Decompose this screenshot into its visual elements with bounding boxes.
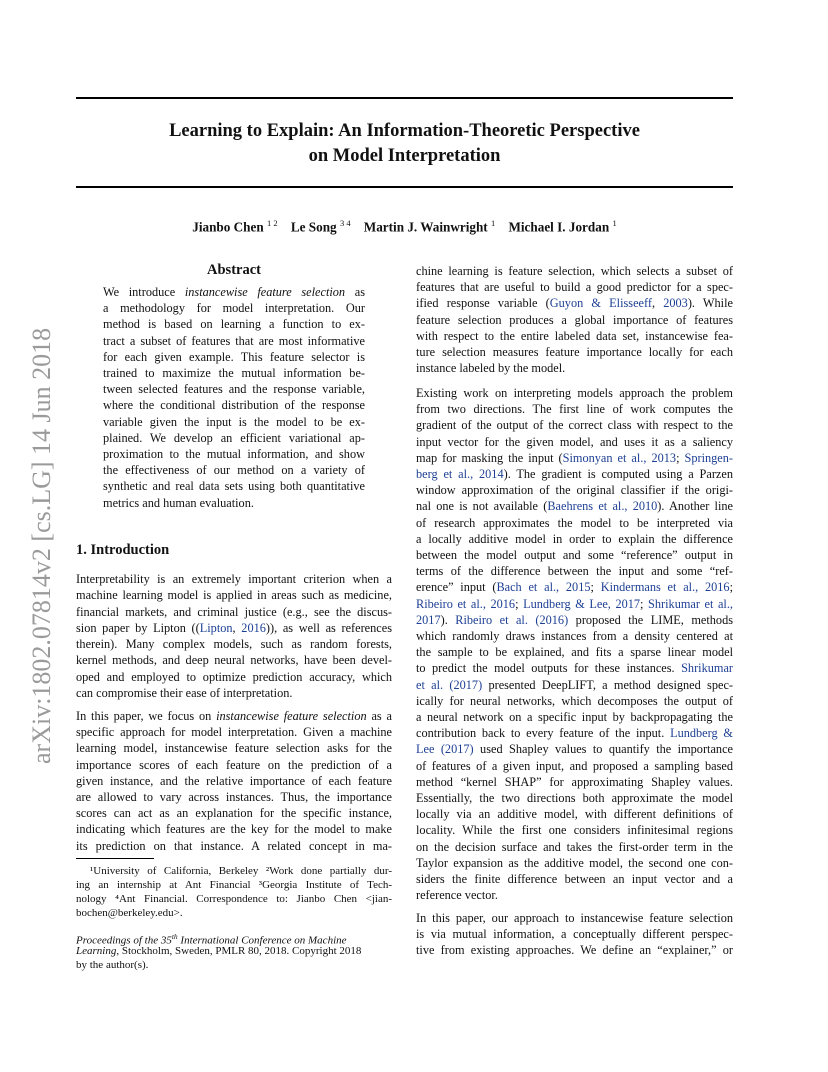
author-affiliation: 1 (612, 218, 617, 228)
citation-link[interactable]: Baehrens et al., 2010 (547, 499, 658, 514)
text-line: Taylor expansion as the additive model, the second one con- (416, 855, 733, 870)
text-line: reference vector. (416, 888, 498, 903)
text-line: learning model, instancewise feature selection asks for the (76, 741, 392, 756)
text-line: are allowed to vary across instances. Thus, the importance (76, 790, 392, 804)
text-line: terms of the difference between the input and some “ref- (416, 564, 733, 579)
text-line: which randomly draws instances from a density centered at (416, 629, 733, 643)
text-line: features that are useful to build a good predictor for a spec- (416, 280, 733, 295)
text-line: from two directions. The first line of work computes the (416, 402, 733, 417)
arxiv-sidebar-stamp: arXiv:1802.07814v2 [cs.LG] 14 Jun 2018 (27, 327, 56, 764)
author-name: Michael I. Jordan (508, 219, 610, 235)
text-line: a methodology for model interpretation. Our (103, 301, 365, 316)
text-line: given instance, and the relative importance of each feature (76, 773, 392, 788)
text-line: can compromise their ease of interpretation. (76, 685, 293, 700)
citation-link[interactable]: et al. (2017) (416, 677, 483, 692)
citation-link[interactable]: 2003 (663, 296, 688, 311)
text-line: where the conditional distribution of the response (103, 398, 365, 413)
text-line: to predict the model outputs for these instances. Shrikumar (416, 661, 733, 676)
proceedings-line-3: by the author(s). (76, 959, 149, 971)
citation-link[interactable]: Lee (2017) (416, 742, 474, 757)
text-line: financial markets, and criminal justice (e.g., see the discus- (76, 604, 392, 619)
text-line: instance labeled by the model. (416, 361, 566, 376)
citation-link[interactable]: Lipton (199, 620, 233, 635)
text-line: Interpretability is an extremely important criterion when a (76, 572, 392, 586)
text-line: specific approach for model interpretation. Given a machine (76, 725, 392, 740)
text-line: map for masking the input (Simonyan et al., 2013; Springen- (416, 450, 733, 465)
text-line: et al. (2017) presented DeepLIFT, a method designed spec- (416, 677, 734, 692)
text-line: In this paper, our approach to instancewise feature selection (416, 911, 733, 925)
abstract-heading: Abstract (207, 262, 261, 278)
author-name: Martin J. Wainwright (363, 219, 488, 235)
text-line: method “kernel SHAP” for approximating Shapley values. (416, 774, 733, 789)
text-line: plained. We develop an efficient variational ap- (103, 430, 365, 445)
text-line: a neural network on a specific input by backpropagating the (416, 710, 733, 724)
text-line: between the model output and some “reference” output in (416, 548, 733, 562)
text-line: machine learning model is applied in areas such as medicine, (76, 588, 392, 603)
text-line: of research approximates the model to be interpreted via (416, 515, 733, 530)
text-line: with respect to the entire labeled data set, instancewise fea- (416, 328, 733, 343)
footnote-rule (76, 858, 154, 859)
text-line: berg et al., 2014). The gradient is computed using a Parzen (416, 467, 733, 481)
text-line: erence” input (Bach et al., 2015; Kindermans et al., 2016; (416, 580, 733, 595)
citation-link[interactable]: Kindermans et al., 2016 (600, 580, 730, 595)
text-line: for each given example. This feature selector is (103, 349, 365, 364)
text-line: 2017). Ribeiro et al. (2016) proposed the LIME, methods (416, 612, 734, 627)
title-rule-top (76, 97, 733, 99)
citation-link[interactable]: Simonyan et al., 2013 (562, 450, 677, 465)
text-line: ically for neural networks, which decomposes the output of (416, 693, 733, 708)
emphasis: instancewise feature selection (184, 285, 346, 299)
text-line: chine learning is feature selection, which selects a subset of (416, 264, 733, 278)
citation-link[interactable]: Guyon & Elisseeff (549, 296, 652, 311)
text-line: In this paper, we focus on instancewise feature selection as a (76, 709, 392, 723)
citation-link[interactable]: Lundberg & (670, 726, 733, 741)
text-line: locally via an additive model, with different definitions of (416, 807, 733, 822)
footnote-line: bochen@berkeley.edu>. (76, 907, 183, 919)
citation-link[interactable]: berg et al., 2014 (416, 467, 504, 481)
text-line: indicating which features are the key for the model to make (76, 822, 392, 837)
text-line: tive from existing approaches. We define an “explainer,” or (416, 943, 733, 958)
text-line: oped and employed to optimize prediction accuracy, which (76, 669, 392, 684)
text-line: synthetic and real data sets using both quantitative (103, 479, 365, 494)
title-rule-bottom (76, 186, 733, 188)
text-line: tract a subset of features that are most informative (103, 333, 365, 348)
citation-link[interactable]: Bach et al., 2015 (496, 580, 591, 595)
text-line: gradient of the output of the correct class with respect to the (416, 418, 733, 433)
author-affiliation: 1 2 (267, 218, 278, 228)
text-line: kernel methods, and deep neural networks, have been devel- (76, 653, 392, 668)
section-heading-introduction: 1. Introduction (76, 542, 170, 558)
text-line: input vector for the given model, and uses it as a saliency (416, 434, 733, 449)
text-line: trained to maximize the mutual information be- (103, 366, 365, 380)
text-line: proximation to the mutual information, and show (103, 447, 365, 461)
text-line: scores can act as an explanation for the specific instance, (76, 806, 392, 821)
text-line: Existing work on interpreting models approach the problem (416, 386, 733, 400)
citation-link[interactable]: Ribeiro et al. (2016) (455, 612, 569, 627)
author-name: Jianbo Chen (192, 219, 264, 235)
paper-title-line-2: on Model Interpretation (308, 146, 501, 166)
emphasis: instancewise feature selection (216, 709, 367, 723)
author-list (76, 214, 733, 236)
text-line: tween selected features and the response variable, (103, 382, 365, 397)
text-line: window approximation of the original classifier if the origi- (416, 483, 733, 498)
citation-link[interactable]: Lundberg & Lee, 2017 (523, 596, 641, 611)
text-line: on the decision surface and takes the first-order term in the (416, 839, 733, 854)
citation-link[interactable]: Springen- (684, 450, 733, 465)
text-line: Essentially, the two directions both approximate the model (416, 791, 733, 805)
text-line: siders the finite difference between an input vector and a (416, 872, 733, 886)
text-line: Lee (2017) used Shapley values to quantify the importance (416, 742, 733, 757)
text-line: nal one is not available (Baehrens et al., 2010). Another line (416, 499, 733, 514)
text-line: its prediction on that instance. A related concept in ma- (76, 838, 392, 853)
citation-link[interactable]: Ribeiro et al., 2016 (416, 596, 516, 611)
proceedings-line-2: Learning, Stockholm, Sweden, PMLR 80, 2018. Copyright 2018 (76, 945, 362, 957)
text-line: of features of a given input, and proposed a sampling based (416, 758, 733, 773)
text-line: Ribeiro et al., 2016; Lundberg & Lee, 2017; Shrikumar et al., (416, 596, 733, 611)
text-line: the effectiveness of our method on a variety of (103, 463, 365, 478)
text-line: is via mutual information, a conceptually different perspec- (416, 927, 733, 942)
citation-link[interactable]: 2016 (241, 620, 266, 635)
citation-link[interactable]: Shrikumar (681, 661, 733, 676)
author-name: Le Song (290, 219, 337, 235)
footnote-line: ¹University of California, Berkeley ²Work done partially dur- (90, 865, 392, 877)
author-affiliation: 3 4 (339, 218, 351, 228)
footnote-line: ing an internship at Ant Financial ³Georgia Institute of Tech- (76, 879, 392, 891)
author-affiliation: 1 (491, 218, 496, 228)
text-line: method is based on learning a function to ex- (103, 317, 365, 332)
text-line: importance scores of each feature on the prediction of a (76, 757, 392, 772)
text-line: ture selection measures feature importance locally for each (416, 345, 733, 359)
text-line: contribution back to every feature of the input. Lundberg & (416, 726, 733, 741)
text-line: a locally additive model in order to explain the difference (416, 531, 733, 546)
proceedings-line-1: Proceedings of the 35th International Conference on Machine (76, 932, 347, 947)
footnote-line: nology ⁴Ant Financial. Correspondence to: Jianbo Chen <jian- (76, 893, 392, 905)
citation-link[interactable]: Shrikumar et al., (648, 596, 733, 611)
text-line: metrics and human evaluation. (103, 495, 254, 510)
text-line: ified response variable (Guyon & Elisseeff, 2003). While (416, 296, 733, 311)
citation-link[interactable]: 2017 (416, 612, 441, 627)
text-line: therein). Many complex models, such as random forests, (76, 637, 392, 651)
paper-title-line-1: Learning to Explain: An Information-Theoretic Perspective (169, 121, 640, 141)
text-line: We introduce instancewise feature selection as (103, 285, 365, 299)
text-line: feature selection produces a global importance of features (416, 312, 733, 327)
text-line: the sample to be explained, and fits a sparse linear model (416, 645, 733, 660)
text-line: sion paper by Lipton ((Lipton, 2016)), as well as references (76, 620, 392, 635)
text-line: locality. While the first one considers infinitesimal regions (416, 823, 733, 838)
text-line: variable given the input is the model to be ex- (103, 414, 365, 429)
